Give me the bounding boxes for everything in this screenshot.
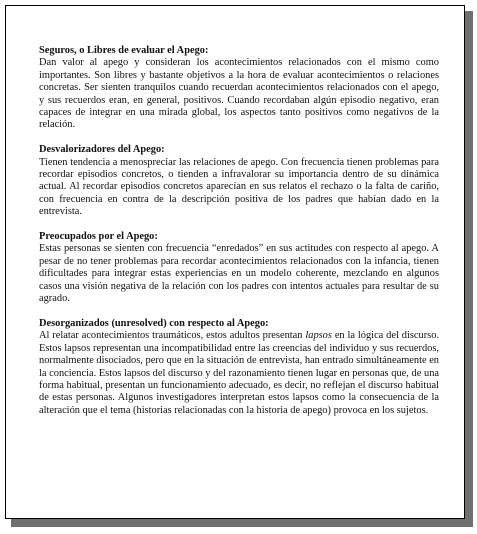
section-desorganizados [39,318,439,417]
section-heading: Desorganizados (unresolved) con respecto al Apego: [39,317,269,329]
section-body-part: Al relatar acontecimientos traumáticos, estos adultos presentan [39,330,306,342]
section-body [39,330,439,417]
section-body-part: en la lógica del discurso. Estos lapsos representan una incompatibilidad entre las creencias del individuo y sus recuerdos, normalmente disociados, pero que en la situación de entrevista, han entrado simultáneamente en la conciencia. Estos lapsos del discurso y del razonamiento tienen lugar en personas que, de una forma habitual, presentan un funcionamiento adecuado, es decir, no reflejan el discurso habitual de estas personas. Algunos investigadores interpretan estos lapsos como la consecuencia de la alteración que el tema (historias relacionadas con la historia de apego) provoca en los sujetos. [39,330,439,416]
section-body: Tienen tendencia a menospreciar las relaciones de apego. Con frecuencia tienen problemas para recordar episodios concretos, o tienden a infravalorar su importancia dentro de su dinámica actual. Al recordar episodios concretos aparecían en sus relatos el rechazo o la falta de cariño, con frecuencia en contra de la descripción positiva de los padres que habían dado en la entrevista. [39,156,439,218]
text-box-content [39,45,439,417]
section-heading: Desvalorizadores del Apego: [39,144,165,156]
section-seguros [39,45,439,132]
section-body: Estas personas se sienten con frecuencia “enredados” en sus actitudes con respecto al apego. A pesar de no tener problemas para recordar acontecimientos relacionados con la infancia, tienen dificultades para integrar estas experiencias en un modelo coherente, mezclando en algunos casos una visión negativa de la relación con los padres con intentos actuales para resultar de su agrado. [39,243,439,305]
section-body: Dan valor al apego y consideran los acontecimientos relacionados con el mismo como importantes. Son libres y bastante objetivos a la hora de evaluar acontecimientos o relaciones concretas. Ser sienten tranquilos cuando recuerdan acontecimientos relacionados con el apego, y sus recuerdos eran, en general, positivos. Cuando recordaban algún episodio negativo, eran capaces de integrar en una mirada global, los aspectos tanto positivos como negativos de la relación. [39,57,439,131]
section-body-emphasis: lapsos [305,330,332,342]
section-desvalorizadores [39,144,439,218]
section-preocupados [39,231,439,305]
section-heading: Preocupados por el Apego: [39,231,158,243]
section-heading: Seguros, o Libres de evaluar el Apego: [39,45,209,56]
